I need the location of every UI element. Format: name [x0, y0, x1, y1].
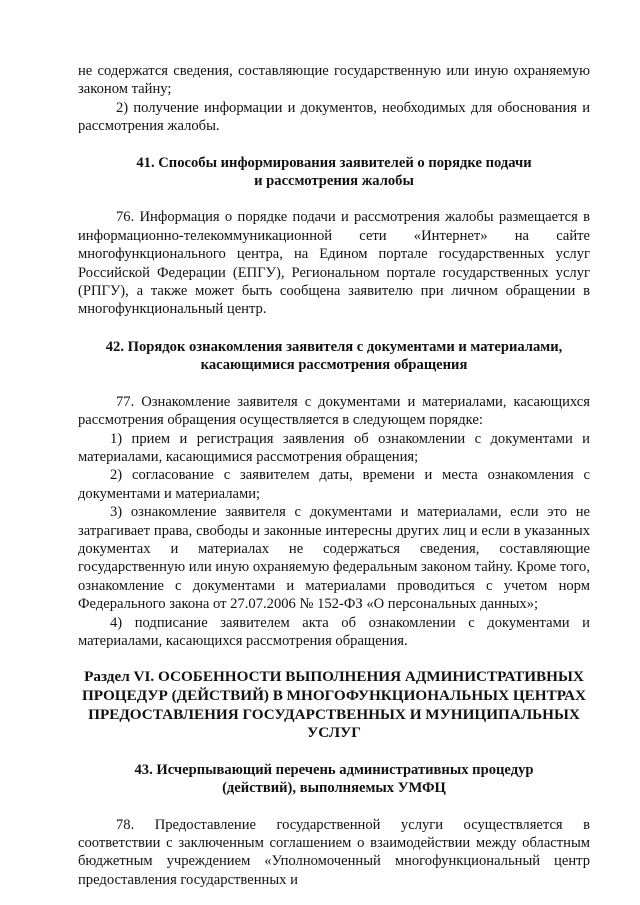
- paragraph-78: 78. Предоставление государственной услуги осуществляется в соответствии с заключенным соглашением о взаимодействии между областным бюджетным учреждением «Уполномоченный многофункциональный центр предоставления государственных и: [78, 816, 590, 888]
- paragraph-77: 77. Ознакомление заявителя с документами и материалами, касающихся рассмотрения обращения осуществляется в следующем порядке:: [78, 393, 590, 429]
- section-43-heading: [78, 761, 590, 798]
- section-41-heading: [78, 154, 590, 191]
- section-42-heading: [78, 338, 590, 375]
- paragraph-76: 76. Информация о порядке подачи и рассмотрения жалобы размещается в информационно-телекоммуникационной сети «Интернет» на сайте многофункционального центра, на Едином портале государственных услуг Российской Федерации (ЕПГУ), Региональном портале государственных услуг (РПГУ), а также может быть сообщена заявителю при личном обращении в многофункциональный центр.: [78, 209, 590, 318]
- intro-item-2: 2) получение информации и документов, необходимых для обоснования и рассмотрения жалобы.: [78, 99, 590, 135]
- section-6-heading-line4: УСЛУГ: [307, 724, 361, 742]
- section-6-heading-line2: ПРОЦЕДУР (ДЕЙСТВИЙ) В МНОГОФУНКЦИОНАЛЬНЫХ ЦЕНТРАХ: [81, 686, 587, 704]
- paragraph-77-item-3: 3) ознакомление заявителя с документами и материалами, если это не затрагивает права, свободы и законные интересны других лиц и если в указанных документах и материалах не содержаться сведения, составляющие государственную или иную охраняемую федеральным законом тайну. Кроме того, ознакомление с документами и материалами проводиться с учетом норм Федерального закона от 27.07.2006 № 152-ФЗ «О персональных данных»;: [78, 504, 590, 613]
- section-41-heading-line1: 41. Способы информирования заявителей о порядке подачи: [136, 154, 532, 171]
- paragraph-77-item-2: 2) согласование с заявителем даты, времени и места ознакомления с документами и материалами;: [78, 467, 590, 502]
- section-43-heading-line1: 43. Исчерпывающий перечень административных процедур: [134, 761, 534, 778]
- section-6-heading-line3: ПРЕДОСТАВЛЕНИЯ ГОСУДАРСТВЕННЫХ И МУНИЦИПАЛЬНЫХ: [88, 705, 580, 723]
- paragraph-77-item-1: 1) прием и регистрация заявления об ознакомлении с документами и материалами, касающимися рассмотрения обращения;: [78, 430, 590, 465]
- section-6-heading-line1: Раздел VI. ОСОБЕННОСТИ ВЫПОЛНЕНИЯ АДМИНИСТРАТИВНЫХ: [84, 668, 584, 686]
- intro-paragraph: не содержатся сведения, составляющие государственную или иную охраняемую законом тайну;: [78, 63, 590, 98]
- section-6-heading: [78, 668, 590, 742]
- section-42-heading-line1: 42. Порядок ознакомления заявителя с документами и материалами,: [105, 338, 563, 355]
- paragraph-77-item-4: 4) подписание заявителем акта об ознакомлении с документами и материалами, касающихся рассмотрения обращения.: [78, 614, 590, 649]
- section-41-heading-line2: и рассмотрения жалобы: [254, 173, 414, 190]
- section-42-heading-line2: касающимися рассмотрения обращения: [200, 357, 468, 374]
- section-43-heading-line2: (действий), выполняемых УМФЦ: [222, 780, 446, 797]
- document-page: [78, 62, 590, 889]
